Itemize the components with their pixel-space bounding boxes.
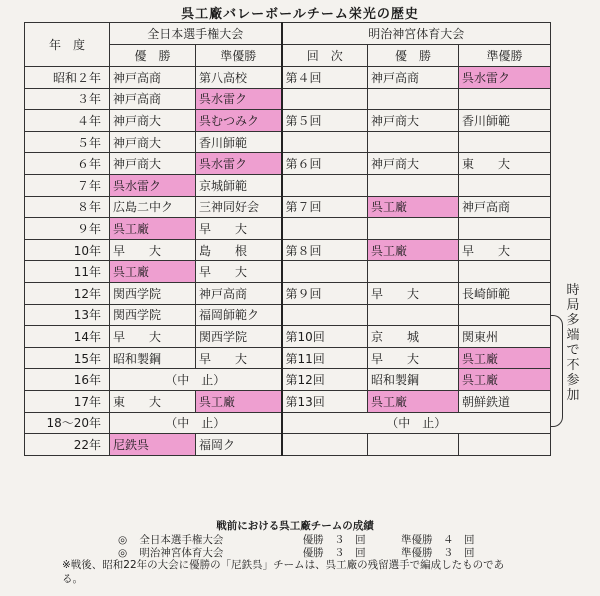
table-row <box>25 67 551 89</box>
cell-year: ９年 <box>25 218 110 240</box>
cell-meiji-round <box>282 174 368 196</box>
header-group-all-japan: 全日本選手権大会 <box>110 23 282 45</box>
summary-win: 優勝 ３ 回 <box>302 547 366 559</box>
header-round: 回 次 <box>282 45 368 67</box>
cell-meiji-winner: 呉工廠 <box>368 239 459 261</box>
cell-meiji-round <box>282 261 368 283</box>
table-row <box>25 412 551 434</box>
cell-year: 11年 <box>25 261 110 283</box>
cell-all-japan-winner: 呉工廠 <box>110 218 196 240</box>
cell-meiji-runner-up <box>459 131 551 153</box>
table-row <box>25 261 551 283</box>
table-row <box>25 218 551 240</box>
cell-meiji-runner-up: 神戸高商 <box>459 196 551 218</box>
table-row <box>25 326 551 348</box>
cell-meiji-runner-up: 香川師範 <box>459 110 551 132</box>
summary-runner: 準優勝 ４ 回 <box>401 534 475 546</box>
cell-meiji-winner <box>368 261 459 283</box>
cell-year: 22年 <box>25 434 110 456</box>
cell-meiji-round: 第９回 <box>282 282 368 304</box>
table-row <box>25 369 551 391</box>
cell-all-japan-winner: 関西学院 <box>110 304 196 326</box>
cell-meiji-winner <box>368 304 459 326</box>
cell-meiji-round: 第５回 <box>282 110 368 132</box>
cell-all-japan-winner: 呉工廠 <box>110 261 196 283</box>
cell-year: 18～20年 <box>25 412 110 434</box>
cell-meiji-round <box>282 218 368 240</box>
summary-win: 優勝 ３ 回 <box>302 534 366 546</box>
cell-year: 12年 <box>25 282 110 304</box>
cell-all-japan-runner-up: 呉水雷ク <box>196 153 282 175</box>
cell-meiji-round: 第13回 <box>282 390 368 412</box>
side-note-char: 多 <box>566 313 580 328</box>
summary-mark: ◎ <box>118 547 128 559</box>
cell-all-japan-runner-up: 早 大 <box>196 218 282 240</box>
cell-all-japan-runner-up: 香川師範 <box>196 131 282 153</box>
cell-meiji-round: 第10回 <box>282 326 368 348</box>
cell-all-japan-winner: 広島二中ク <box>110 196 196 218</box>
cell-meiji-winner: 神戸高商 <box>368 67 459 89</box>
cell-all-japan-cancelled: （中 止） <box>110 412 282 434</box>
cell-meiji-runner-up: 呉水雷ク <box>459 67 551 89</box>
table-row <box>25 153 551 175</box>
history-table <box>24 22 551 456</box>
cell-all-japan-winner: 東 大 <box>110 390 196 412</box>
cell-meiji-round <box>282 434 368 456</box>
cell-all-japan-winner: 神戸高商 <box>110 67 196 89</box>
cell-meiji-round <box>282 131 368 153</box>
cell-year: ３年 <box>25 88 110 110</box>
cell-all-japan-runner-up: 第八高校 <box>196 67 282 89</box>
header-winner-1: 優 勝 <box>110 45 196 67</box>
cell-meiji-winner: 神戸商大 <box>368 110 459 132</box>
table-row <box>25 304 551 326</box>
table-row <box>25 110 551 132</box>
summary <box>0 518 600 559</box>
cell-all-japan-winner: 神戸商大 <box>110 131 196 153</box>
cell-all-japan-winner: 呉水雷ク <box>110 174 196 196</box>
cell-meiji-winner: 神戸商大 <box>368 153 459 175</box>
cell-meiji-winner <box>368 434 459 456</box>
table-row <box>25 434 551 456</box>
cell-all-japan-winner: 神戸商大 <box>110 153 196 175</box>
summary-runner: 準優勝 ３ 回 <box>401 547 475 559</box>
cell-meiji-runner-up <box>459 174 551 196</box>
table-row <box>25 174 551 196</box>
header-runner-up-1: 準優勝 <box>196 45 282 67</box>
cell-all-japan-runner-up: 早 大 <box>196 261 282 283</box>
cell-meiji-winner <box>368 88 459 110</box>
cell-all-japan-runner-up: 早 大 <box>196 347 282 369</box>
cell-meiji-round: 第11回 <box>282 347 368 369</box>
cell-meiji-round <box>282 304 368 326</box>
cell-all-japan-runner-up: 島 根 <box>196 239 282 261</box>
cell-all-japan-winner: 神戸商大 <box>110 110 196 132</box>
cell-year: 10年 <box>25 239 110 261</box>
cell-meiji-round: 第７回 <box>282 196 368 218</box>
table-row <box>25 131 551 153</box>
header-winner-2: 優 勝 <box>368 45 459 67</box>
cell-meiji-round: 第８回 <box>282 239 368 261</box>
cell-all-japan-runner-up: 福岡師範ク <box>196 304 282 326</box>
cell-meiji-winner: 京 城 <box>368 326 459 348</box>
cell-meiji-cancelled: （中 止） <box>282 412 551 434</box>
cell-meiji-runner-up: 朝鮮鉄道 <box>459 390 551 412</box>
side-note-char: 時 <box>566 283 580 298</box>
cell-all-japan-winner: 関西学院 <box>110 282 196 304</box>
cell-all-japan-cancelled: （中 止） <box>110 369 282 391</box>
cell-meiji-runner-up: 長崎師範 <box>459 282 551 304</box>
cell-year: 13年 <box>25 304 110 326</box>
side-note-char: 不 <box>566 358 580 373</box>
table-row <box>25 282 551 304</box>
side-note-char: 参 <box>566 373 580 388</box>
cell-meiji-winner: 呉工廠 <box>368 390 459 412</box>
cell-all-japan-runner-up: 神戸高商 <box>196 282 282 304</box>
cell-meiji-winner: 早 大 <box>368 282 459 304</box>
cell-meiji-runner-up <box>459 434 551 456</box>
cell-all-japan-winner: 神戸高商 <box>110 88 196 110</box>
side-note <box>563 283 583 403</box>
cell-meiji-runner-up: 東 大 <box>459 153 551 175</box>
summary-name: 明治神宮体育大会 <box>139 547 224 559</box>
cell-year: ８年 <box>25 196 110 218</box>
cell-meiji-runner-up: 呉工廠 <box>459 347 551 369</box>
cell-meiji-runner-up <box>459 304 551 326</box>
cell-meiji-winner <box>368 131 459 153</box>
cell-year: ６年 <box>25 153 110 175</box>
cell-meiji-round: 第12回 <box>282 369 368 391</box>
side-note-char: 局 <box>566 298 580 313</box>
cell-meiji-winner <box>368 174 459 196</box>
cell-all-japan-winner: 尼鉄呉 <box>110 434 196 456</box>
side-note-char: 端 <box>566 328 580 343</box>
cell-all-japan-runner-up: 関西学院 <box>196 326 282 348</box>
table-row <box>25 390 551 412</box>
cell-all-japan-runner-up: 福岡ク <box>196 434 282 456</box>
table-row <box>25 196 551 218</box>
page-title: 呉工廠バレーボールチーム栄光の歴史 <box>181 7 419 22</box>
cell-meiji-round: 第４回 <box>282 67 368 89</box>
cell-meiji-winner <box>368 218 459 240</box>
footnote: ※戦後、昭和22年の大会に優勝の「尼鉄呉」チームは、呉工廠の残留選手で編成したものである。 <box>62 559 505 585</box>
header-runner-up-2: 準優勝 <box>459 45 551 67</box>
cell-all-japan-runner-up: 呉むつみク <box>196 110 282 132</box>
cell-year: 15年 <box>25 347 110 369</box>
cell-year: 17年 <box>25 390 110 412</box>
cell-all-japan-winner: 早 大 <box>110 326 196 348</box>
cell-all-japan-runner-up: 三神同好会 <box>196 196 282 218</box>
cell-meiji-runner-up <box>459 261 551 283</box>
summary-title: 戦前における呉工廠チームの成績 <box>216 520 374 532</box>
side-note-char: で <box>566 343 580 358</box>
cell-year: 14年 <box>25 326 110 348</box>
cell-all-japan-runner-up: 呉水雷ク <box>196 88 282 110</box>
header-group-meiji: 明治神宮体育大会 <box>282 23 551 45</box>
cell-meiji-winner: 昭和製鋼 <box>368 369 459 391</box>
cell-all-japan-runner-up: 呉工廠 <box>196 390 282 412</box>
cell-all-japan-winner: 昭和製鋼 <box>110 347 196 369</box>
table-row <box>25 239 551 261</box>
cell-meiji-runner-up <box>459 88 551 110</box>
cell-meiji-runner-up: 呉工廠 <box>459 369 551 391</box>
cell-year: ７年 <box>25 174 110 196</box>
table-row <box>25 88 551 110</box>
cell-all-japan-winner: 早 大 <box>110 239 196 261</box>
cell-meiji-round <box>282 88 368 110</box>
cell-all-japan-runner-up: 京城師範 <box>196 174 282 196</box>
side-note-char: 加 <box>566 388 580 403</box>
table-row <box>25 347 551 369</box>
cell-year: ４年 <box>25 110 110 132</box>
cell-meiji-winner: 呉工廠 <box>368 196 459 218</box>
header-row-groups <box>25 23 551 45</box>
bracket-mark <box>550 315 563 427</box>
cell-year: 昭和２年 <box>25 67 110 89</box>
cell-meiji-runner-up: 早 大 <box>459 239 551 261</box>
cell-meiji-runner-up: 関東州 <box>459 326 551 348</box>
cell-year: 16年 <box>25 369 110 391</box>
summary-mark: ◎ <box>118 534 128 546</box>
cell-meiji-runner-up <box>459 218 551 240</box>
cell-meiji-round: 第６回 <box>282 153 368 175</box>
summary-name: 全日本選手権大会 <box>139 534 224 546</box>
header-year: 年 度 <box>25 23 110 67</box>
cell-year: ５年 <box>25 131 110 153</box>
cell-meiji-winner: 早 大 <box>368 347 459 369</box>
